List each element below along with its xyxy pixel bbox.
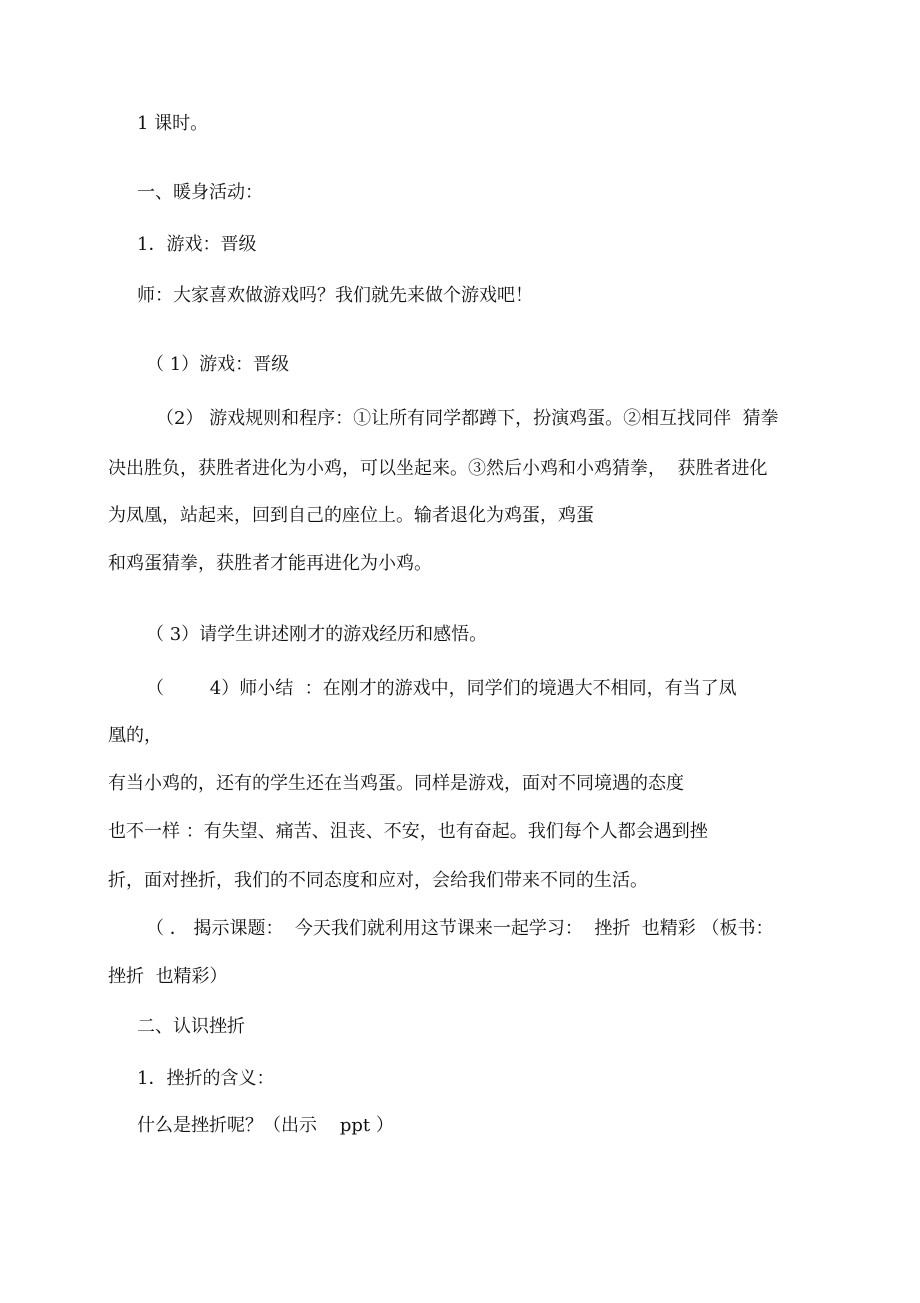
lesson-duration: 1 课时。 (137, 113, 209, 134)
question-what-is-frustration: 什么是挫折呢？（出示 ppt ） (137, 1115, 394, 1136)
section-heading-warmup: 一、暖身活动： (137, 182, 263, 203)
section-heading-understand: 二、认识挫折 (137, 1016, 245, 1037)
game-rules-line-2: 决出胜负，获胜者进化为小鸡，可以坐起来。③然后小鸡和小鸡猜拳， 获胜者进化 (108, 458, 768, 479)
game-rules-line-1: （2） 游戏规则和程序：①让所有同学都蹲下，扮演鸡蛋。②相互找同伴 猜拳 (156, 408, 779, 429)
teacher-intro: 师：大家喜欢做游戏吗？我们就先来做个游戏吧！ (137, 285, 533, 306)
summary-line-2: 凰的， (108, 725, 162, 746)
game-step-1: （ 1）游戏：晋级 (146, 354, 290, 375)
reveal-topic-line-2: 挫折 也精彩） (108, 966, 228, 987)
summary-line-5: 折，面对挫折，我们的不同态度和应对，会给我们带来不同的生活。 (108, 870, 648, 891)
summary-line-4: 也不一样 ：有失望、痛苦、沮丧、不安，也有奋起。我们每个人都会遇到挫 (108, 821, 708, 842)
subheading-game: 1．游戏：晋级 (137, 234, 257, 255)
summary-line-3: 有当小鸡的，还有的学生还在当鸡蛋。同样是游戏，面对不同境遇的态度 (108, 773, 684, 794)
game-rules-line-3: 为凤凰，站起来，回到自己的座位上。输者退化为鸡蛋，鸡蛋 (108, 505, 594, 526)
summary-line-1: （ 4）师小结 ：在刚才的游戏中，同学们的境遇大不相同，有当了凤 (146, 678, 737, 699)
game-step-3: （ 3）请学生讲述刚才的游戏经历和感悟。 (146, 624, 488, 645)
game-rules-line-4: 和鸡蛋猜拳，获胜者才能再进化为小鸡。 (108, 553, 432, 574)
subheading-meaning: 1．挫折的含义： (137, 1068, 275, 1089)
reveal-topic-line-1: （ ． 揭示课题： 今天我们就利用这节课来一起学习： 挫折 也精彩 （板书： (146, 918, 774, 939)
